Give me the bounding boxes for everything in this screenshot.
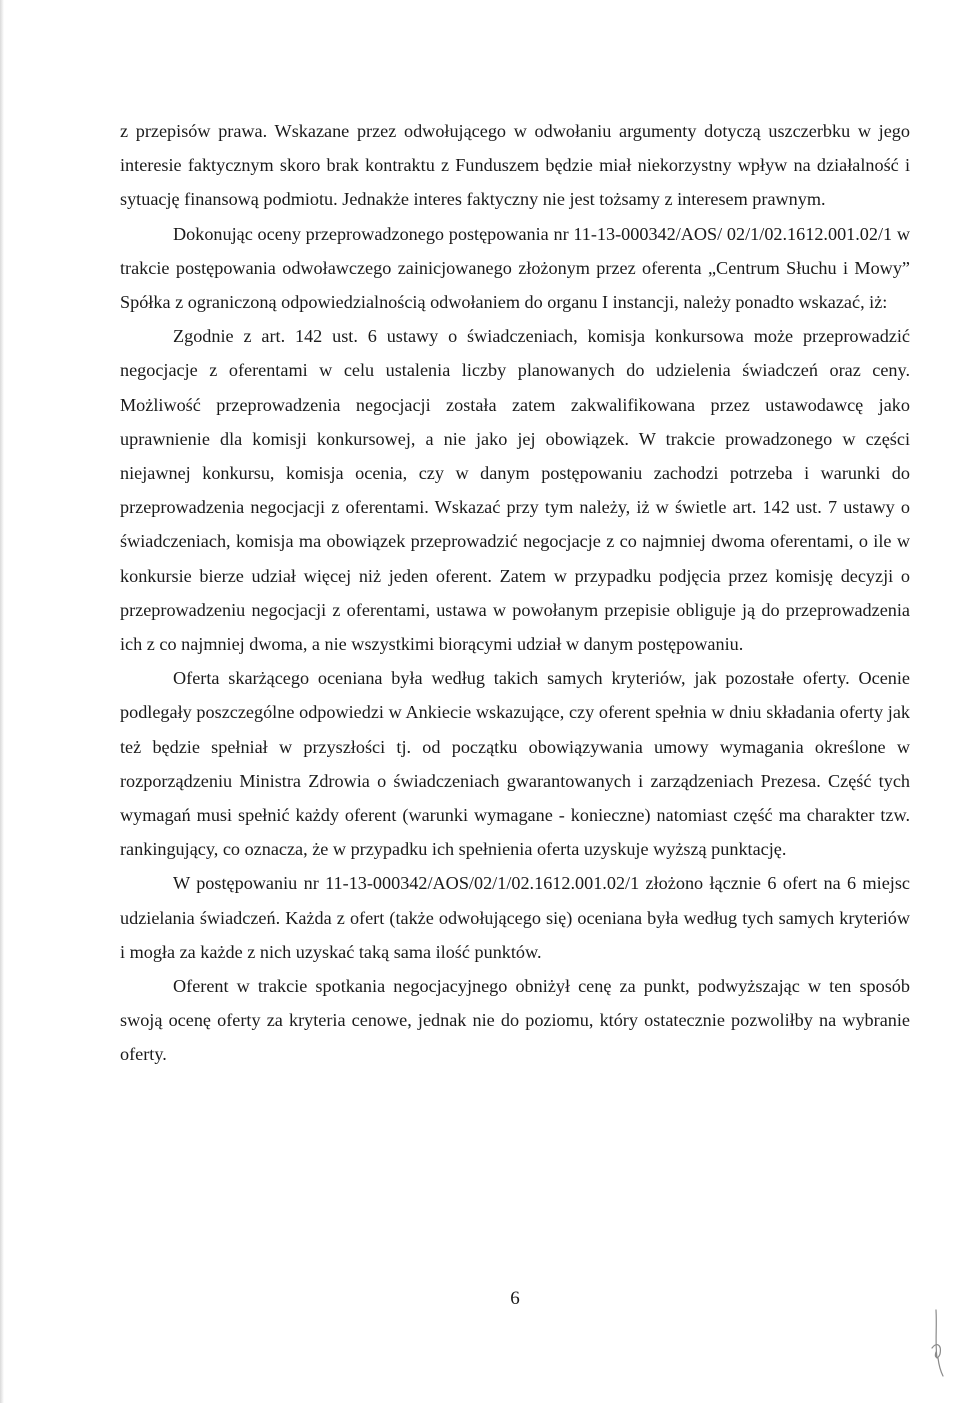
paragraph-1: z przepisów prawa. Wskazane przez odwołującego w odwołaniu argumenty dotyczą uszczerbku w jego interesie faktycznym skoro brak kontraktu z Funduszem będzie miał niekorzystny wpływ na działalność i sytuację finansową podmiotu. Jednakże interes faktyczny nie jest tożsamy z interesem prawnym. bbox=[120, 121, 910, 210]
paragraph-3: Zgodnie z art. 142 ust. 6 ustawy o świadczeniach, komisja konkursowa może przeprowadzić negocjacje z oferentami w celu ustalenia liczby planowanych do udzielenia świadczeń oraz ceny. Możliwość przeprowadzenia negocjacji została zatem zakwalifikowana przez ustawodawcę jako uprawnienie dla komisji konkursowej, a nie jako jej obowiązek. W trakcie prowadzonego w części niejawnej konkursu, komisja ocenia, czy w danym postępowaniu zachodzi potrzeba i warunki do przeprowadzenia negocjacji z oferentami. Wskazać przy tym należy, iż w świetle art. 142 ust. 7 ustawy o świadczeniach, komisja ma obowiązek przeprowadzić negocjacje z co najmniej dwoma oferentami, o ile w konkursie bierze udział więcej niż jeden oferent. Zatem w przypadku podjęcia przez komisję decyzji o przeprowadzeniu negocjacji z oferentami, ustawa w powołanym przepisie obliguje ją do przeprowadzenia ich z co najmniej dwoma, a nie wszystkimi biorącymi udział w danym postępowaniu. bbox=[120, 326, 910, 655]
page-number: 6 bbox=[510, 1288, 520, 1309]
paragraph-5: W postępowaniu nr 11-13-000342/AOS/02/1/02.1612.001.02/1 złożono łącznie 6 ofert na 6 miejsc udzielania świadczeń. Każda z ofert (także odwołującego się) oceniana była według tych samych kryteriów i mogła za każde z nich uzyskać taką sama ilość punktów. bbox=[120, 873, 910, 962]
paragraph-2: Dokonując oceny przeprowadzonego postępowania nr 11-13-000342/AOS/ 02/1/02.1612.001.02/1 w trakcie postępowania odwoławczego zainicjowanego złożonym przez oferenta „Centrum Słuchu i Mowy” Spółka z ograniczoną odpowiedzialnością odwołaniem do organu I instancji, należy ponadto wskazać, iż: bbox=[120, 223, 910, 313]
paragraph-6: Oferent w trakcie spotkania negocjacyjnego obniżył cenę za punkt, podwyższając w ten sposób swoją ocenę oferty za kryteria cenowe, jednak nie do poziomu, który ostatecznie pozwoliłby na wybranie oferty. bbox=[120, 976, 910, 1065]
document-page bbox=[120, 114, 910, 1072]
handwritten-mark bbox=[928, 1308, 948, 1378]
scan-left-edge bbox=[0, 0, 4, 1403]
paragraph-4: Oferta skarżącego oceniana była według takich samych kryteriów, jak pozostałe oferty. Ocenie podlegały poszczególne odpowiedzi w Ankiecie wskazujące, czy oferent spełnia w dniu składania oferty jak też będzie spełniał w przyszłości tj. od początku obowiązywania umowy wymagania określone w rozporządzeniu Ministra Zdrowia o świadczeniach gwarantowanych i zarządzeniach Prezesa. Część tych wymagań musi spełnić każdy oferent (warunki wymagane - konieczne) natomiast część ma charakter tzw. rankingujący, co oznacza, że w przypadku ich spełnienia oferta uzyskuje wyższą punktację. bbox=[120, 668, 910, 860]
